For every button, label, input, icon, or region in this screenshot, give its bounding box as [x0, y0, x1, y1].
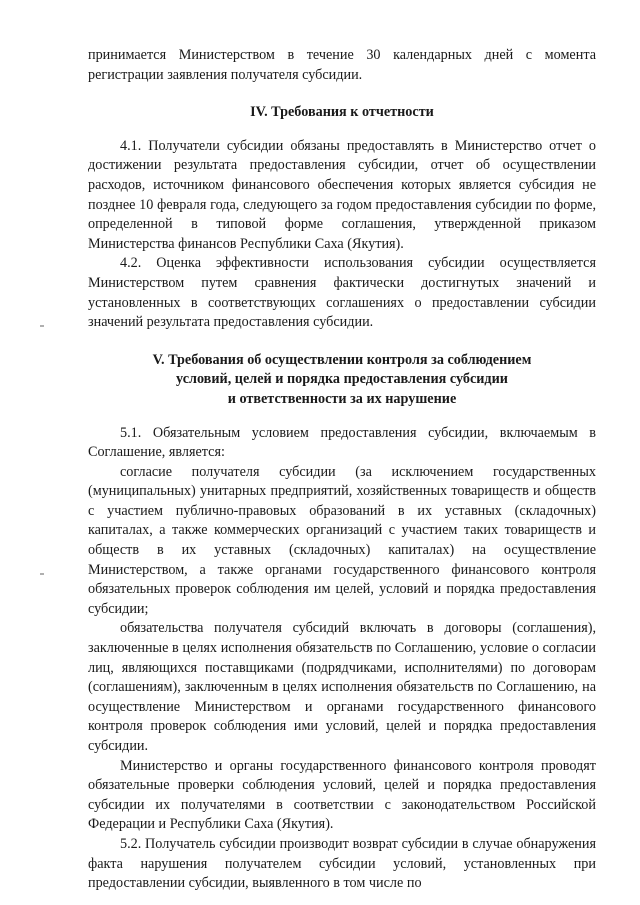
- section-4-title: IV. Требования к отчетности: [250, 104, 434, 121]
- section-5-paragraph-2: согласие получателя субсидии (за исключением государственных (муниципальных) унитарных предприятий, хозяйственных товариществ и обществ с участием публично-правовых образований в их уставных (складочных) капиталах, а также коммерческих организаций с участием таких товариществ и обществ в их уставных (складочных) капиталах) на осуществление Министерством, а также органами государственного финансового контроля обязательных проверок соблюдения им целей, условий и порядка предоставления субсидии;: [88, 463, 596, 617]
- section-4-paragraph-2: 4.2. Оценка эффективности использования субсидии осуществляется Министерством путем сравнения фактически достигнутых значений и установленных в соответствующих соглашениях о предоставлении субсидии значений результата предоставления субсидии.: [88, 255, 596, 331]
- section-5-title-line-3: и ответственности за их нарушение: [227, 390, 457, 407]
- section-5-paragraph-1: 5.1. Обязательным условием предоставления субсидии, включаемым в Соглашение, является:: [88, 424, 596, 461]
- section-4-paragraph-1: 4.1. Получатели субсидии обязаны предоставлять в Министерство отчет о достижении результата предоставления субсидии, отчет об осуществлении расходов, источником финансового обеспечения которых является субсидия не позднее 10 февраля года, следующего за годом предоставления субсидии по форме, определенной в типовой форме соглашения, утвержденной приказом Министерства финансов Республики Саха (Якутия).: [88, 137, 596, 252]
- section-5-title: [88, 351, 596, 410]
- section-5-paragraph-5: 5.2. Получатель субсидии производит возврат субсидии в случае обнаружения факта нарушения получателем субсидии условий, установленных при предоставлении субсидии, выявленного в том числе по: [88, 835, 596, 892]
- scan-artifact-mark: [40, 573, 44, 575]
- section-5-paragraph-4: Министерство и органы государственного финансового контроля проводят обязательные проверки соблюдения условий, целей и порядка предоставления субсидии их получателями в соответствии с законодательством Российской Федерации и Республики Саха (Якутия).: [88, 757, 596, 833]
- section-5-title-line-2: условий, целей и порядка предоставления субсидии: [176, 371, 508, 388]
- scan-artifact-mark: [40, 325, 44, 327]
- section-5-paragraph-3: обязательства получателя субсидий включать в договоры (соглашения), заключенные в целях исполнения обязательств по Соглашению, условие о согласии лиц, являющихся поставщиками (подрядчиками, исполнителями) по договорам (соглашениям), заключенным в целях исполнения обязательств по Соглашению, на осуществление Министерством и органами государственного финансового контроля проверок соблюдения ими условий, целей и порядка предоставления субсидии.: [88, 620, 596, 754]
- intro-paragraph: принимается Министерством в течение 30 календарных дней с момента регистрации заявления получателя субсидии.: [88, 47, 596, 83]
- section-5-title-line-1: V. Требования об осуществлении контроля за соблюдением: [152, 351, 532, 368]
